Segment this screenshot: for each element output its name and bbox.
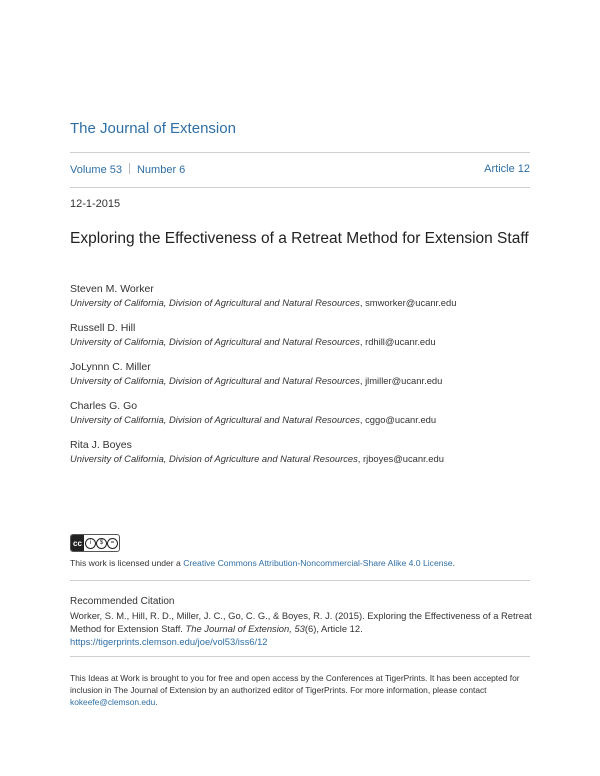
license-statement <box>70 558 455 568</box>
cc-logo-icon: cc <box>71 535 84 551</box>
institution: University of California, Division of Agriculture and Natural Resources <box>70 453 358 464</box>
license-prefix: This work is licensed under a <box>70 558 184 568</box>
author-entry <box>70 400 540 426</box>
author-affiliation <box>70 335 540 348</box>
author-entry <box>70 322 540 348</box>
publication-date: 12-1-2015 <box>70 198 121 210</box>
author-affiliation <box>70 452 540 465</box>
author-name: Russell D. Hill <box>70 322 136 334</box>
share-alike-icon: = <box>107 538 118 549</box>
attribution-icon: i <box>85 538 96 549</box>
institution: University of California, Division of Agricultural and Natural Resources <box>70 297 360 308</box>
divider <box>70 580 530 581</box>
author-affiliation <box>70 296 540 309</box>
noncommercial-icon: $ <box>96 538 107 549</box>
notice-text: This Ideas at Work is brought to you for free and open access by the Conferences at TigerPrints. It has been accepted for inclusion in The Journal of Extension by an authorized editor of TigerPrints. For more information, please contact <box>70 673 520 695</box>
citation-url[interactable]: https://tigerprints.clemson.edu/joe/vol53/iss6/12 <box>70 636 268 647</box>
citation-journal: The Journal of Extension, 53 <box>185 623 305 634</box>
author-email[interactable]: , rjboyes@ucanr.edu <box>357 453 444 464</box>
separator <box>129 163 130 174</box>
contact-email-link[interactable]: kokeefe@clemson.edu <box>70 697 156 707</box>
institution: University of California, Division of Agricultural and Natural Resources <box>70 414 360 425</box>
author-affiliation <box>70 413 540 426</box>
author-name: Rita J. Boyes <box>70 439 132 451</box>
author-list <box>70 283 540 478</box>
recommended-citation-heading: Recommended Citation <box>70 596 175 607</box>
author-email[interactable]: , rdhill@ucanr.edu <box>359 336 436 347</box>
divider <box>70 187 530 188</box>
license-suffix: . <box>452 558 455 568</box>
institution: University of California, Division of Agricultural and Natural Resources <box>70 336 360 347</box>
author-entry <box>70 283 540 309</box>
author-name: JoLynnn C. Miller <box>70 361 151 373</box>
divider <box>70 152 530 153</box>
citation-authors: Worker, S. M., Hill, R. D., Miller, J. C., Go, C. G., & Boyes, R. J. (2015). Exploring the Effectiveness of a Retreat Method for Extension Staff. <box>70 610 532 634</box>
author-entry <box>70 361 540 387</box>
notice-end: . <box>155 697 158 707</box>
number-link[interactable]: Number 6 <box>136 164 186 176</box>
citation-issue: (6), Article 12. <box>304 623 363 634</box>
article-title: Exploring the Effectiveness of a Retreat Method for Extension Staff <box>70 230 529 247</box>
license-link[interactable]: Creative Commons Attribution-Noncommercial-Share Alike 4.0 License <box>183 558 453 568</box>
author-affiliation <box>70 374 540 387</box>
author-email[interactable]: , smworker@ucanr.edu <box>359 297 457 308</box>
institution: University of California, Division of Agricultural and Natural Resources <box>70 375 360 386</box>
citation-text <box>70 609 540 648</box>
license-terms-icons <box>84 538 119 549</box>
author-name: Charles G. Go <box>70 400 138 412</box>
divider <box>70 656 530 657</box>
volume-link[interactable]: Volume 53 <box>70 164 122 176</box>
author-name: Steven M. Worker <box>70 283 154 295</box>
article-number: Article 12 <box>484 163 530 175</box>
issue-info <box>70 163 530 177</box>
author-email[interactable]: , cggo@ucanr.edu <box>359 414 437 425</box>
author-entry <box>70 439 540 465</box>
creative-commons-license-icon[interactable] <box>70 534 120 552</box>
author-email[interactable]: , jlmiller@ucanr.edu <box>359 375 443 386</box>
access-notice <box>70 672 540 708</box>
journal-title[interactable]: The Journal of Extension <box>70 120 236 137</box>
